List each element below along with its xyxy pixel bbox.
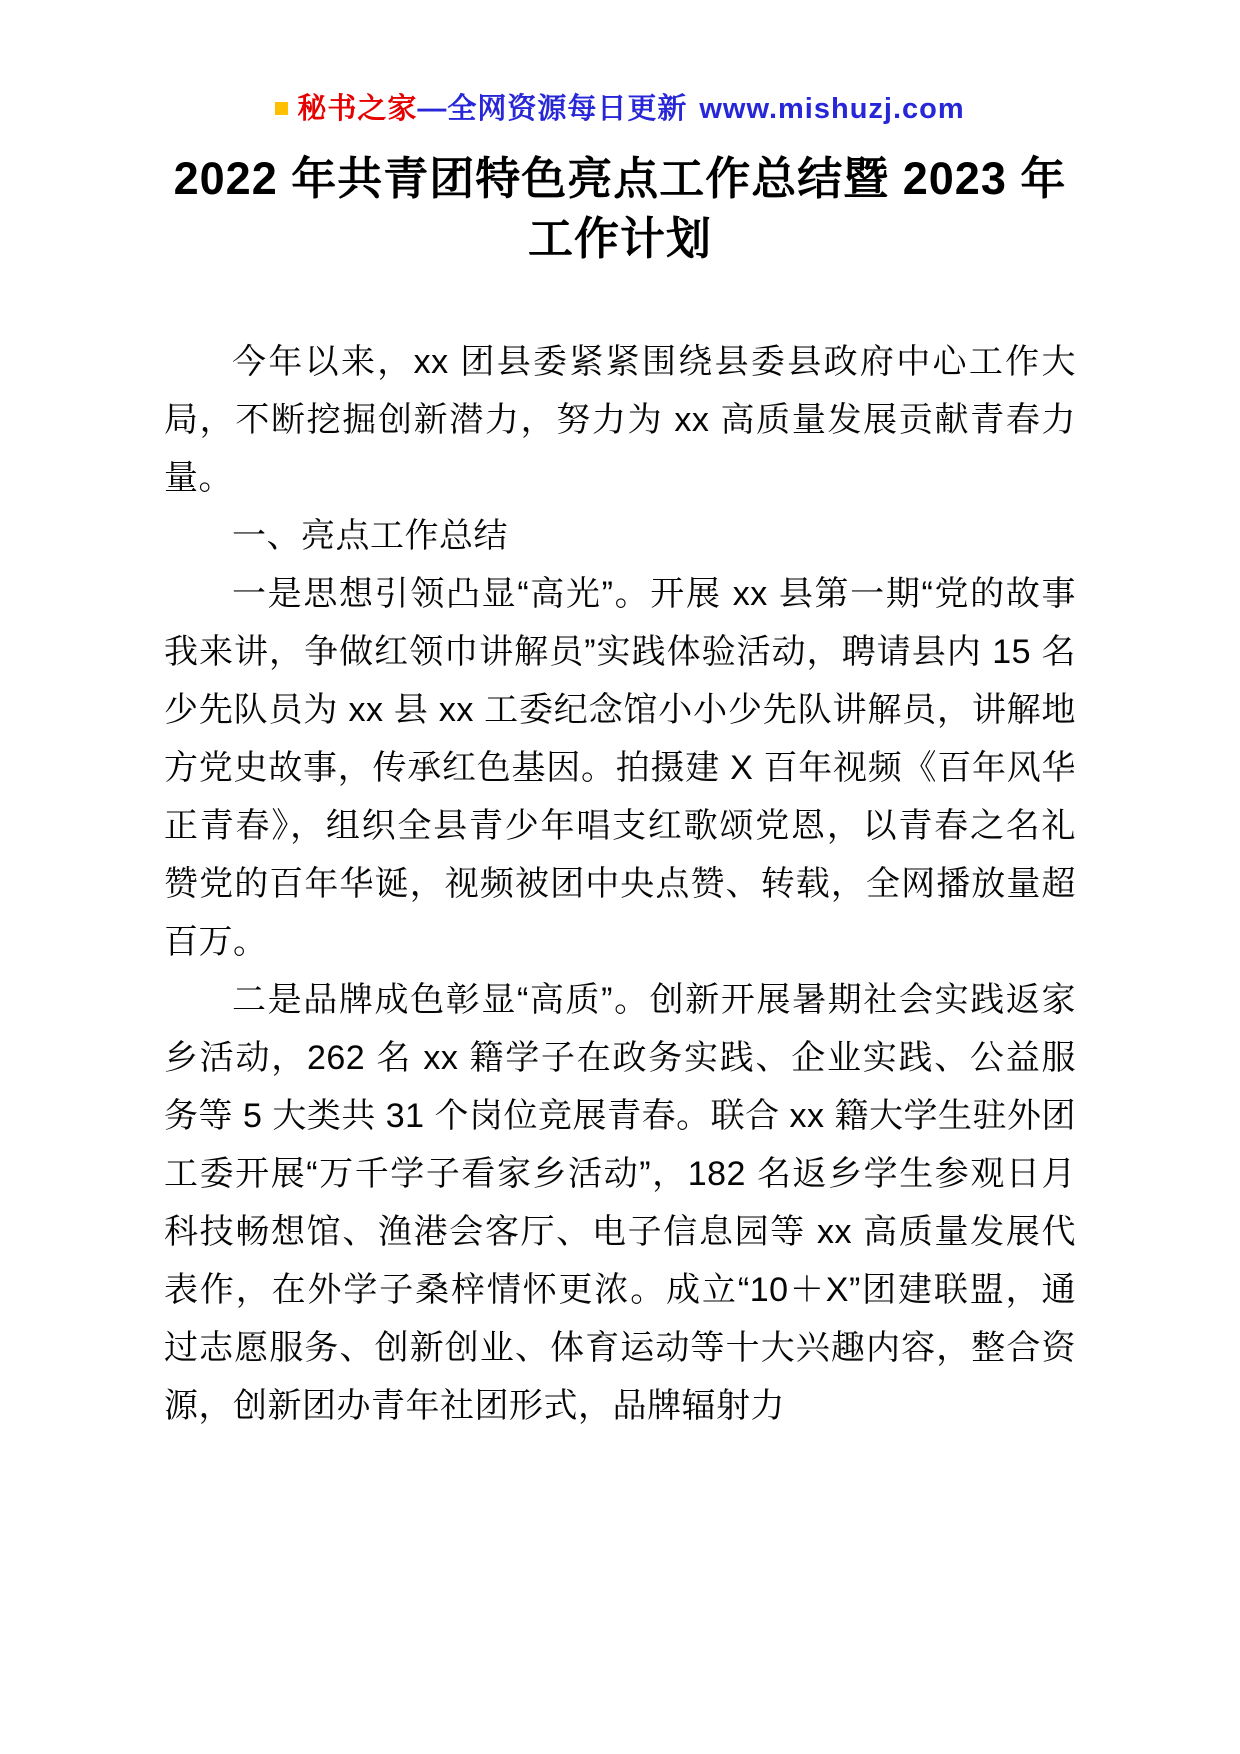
document-body	[164, 333, 1076, 1435]
document-title	[164, 149, 1076, 269]
page-content	[164, 0, 1076, 1435]
orange-square-icon	[275, 102, 288, 115]
site-url-link[interactable]: www.mishuzj.com	[699, 93, 965, 125]
document-title-line2: 工作计划	[527, 213, 712, 264]
site-name: 秘书之家	[297, 93, 418, 125]
site-tagline: —全网资源每日更新	[417, 93, 688, 125]
document-title-line1: 2022 年共青团特色亮点工作总结暨 2023 年	[173, 153, 1067, 204]
site-header	[164, 0, 1076, 127]
paragraph-intro: 今年以来，xx 团县委紧紧围绕县委县政府中心工作大局，不断挖掘创新潜力，努力为 xx 高质量发展贡献青春力量。	[164, 343, 1076, 497]
paragraph-point-one: 一是思想引领凸显“高光”。开展 xx 县第一期“党的故事我来讲，争做红领巾讲解员”实践体验活动，聘请县内 15 名少先队员为 xx 县 xx 工委纪念馆小小少先队讲解员，讲解地方党史故事，传承红色基因。拍摄建 X 百年视频《百年风华正青春》，组织全县青少年唱支红歌颂党恩，以青春之名礼赞党的百年华诞，视频被团中央点赞、转载，全网播放量超百万。	[164, 575, 1076, 961]
paragraph-point-two: 二是品牌成色彰显“高质”。创新开展暑期社会实践返家乡活动，262 名 xx 籍学子在政务实践、企业实践、公益服务等 5 大类共 31 个岗位竞展青春。联合 xx 籍大学生驻外团工委开展“万千学子看家乡活动”，182 名返乡学生参观日月科技畅想馆、渔港会客厅、电子信息园等 xx 高质量发展代表作，在外学子桑梓情怀更浓。成立“10＋X”团建联盟，通过志愿服务、创新创业、体育运动等十大兴趣内容，整合资源，创新团办青年社团形式，品牌辐射力	[164, 981, 1076, 1425]
section-heading: 一、亮点工作总结	[232, 517, 508, 555]
